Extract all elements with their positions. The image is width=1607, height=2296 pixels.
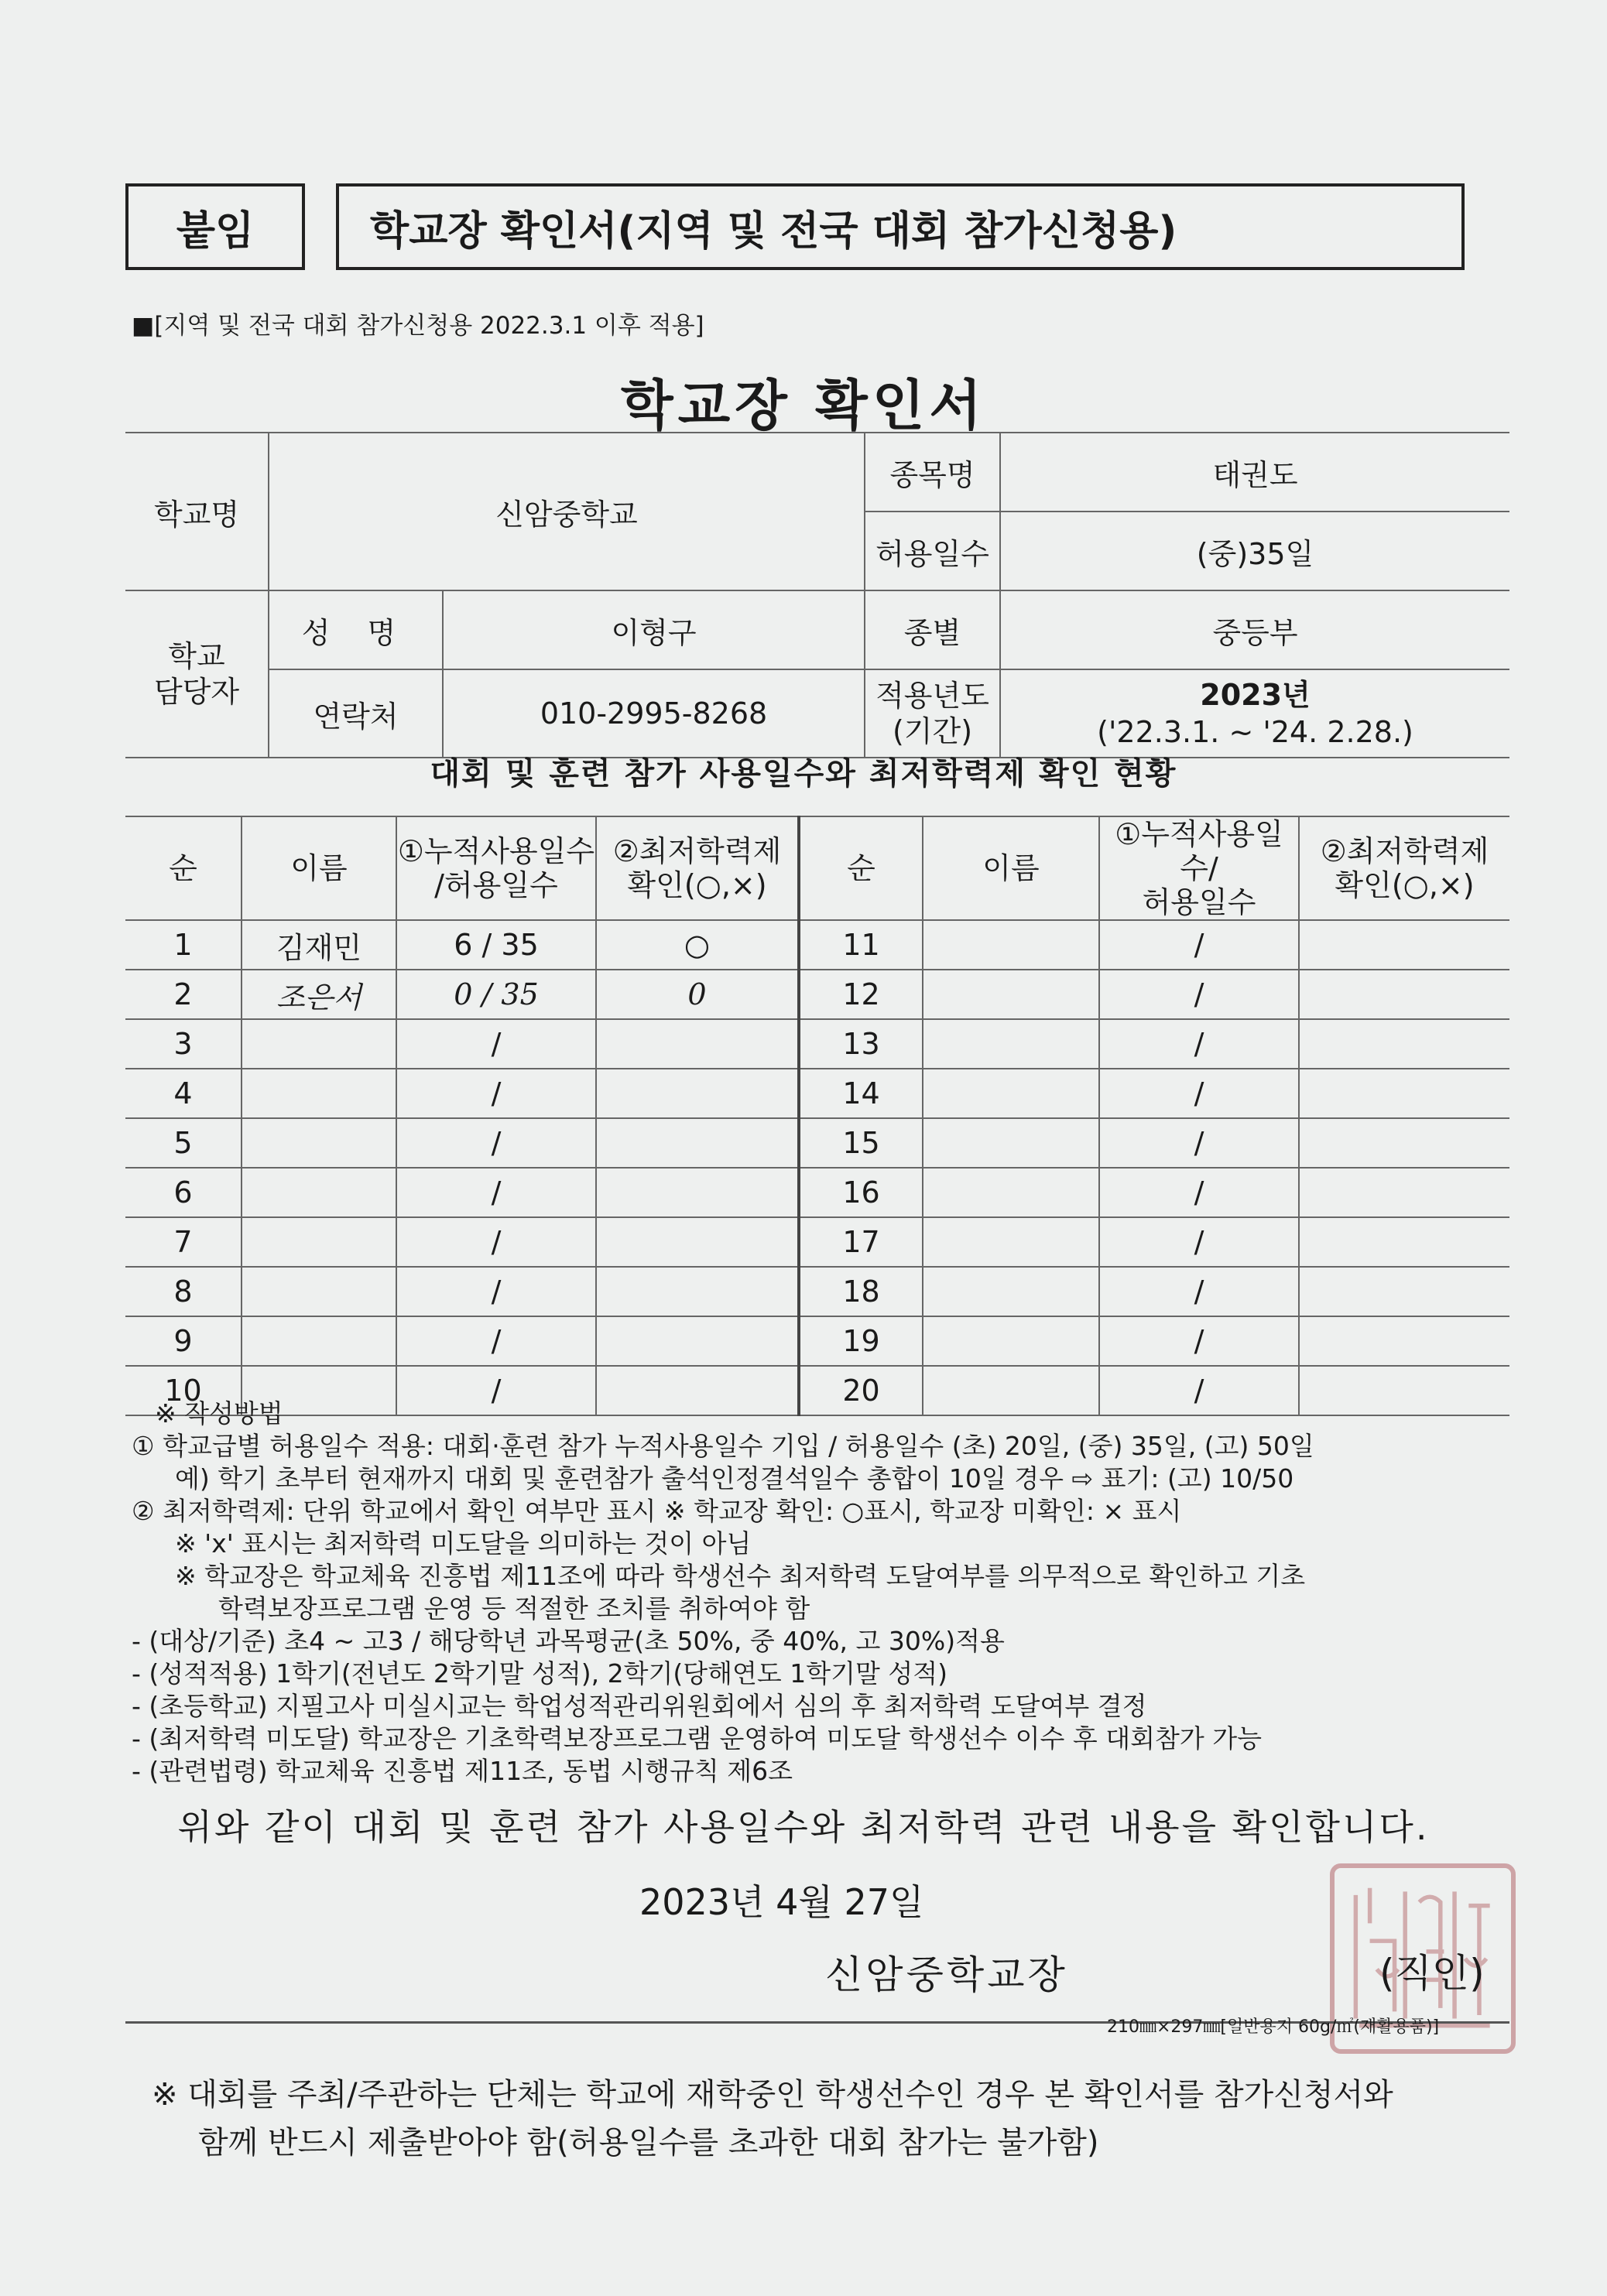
roster-cell-name [923,970,1099,1019]
roster-cell-name [923,920,1099,970]
roster-cell-name [242,1069,396,1118]
applicability-note: ■[지역 및 전국 대회 참가신청용 2022.3.1 이후 적용] [132,312,704,340]
roster-cell-name [242,1267,396,1316]
roster-header: 순 [799,816,923,920]
roster-cell-check: 0 [596,970,799,1019]
instruction-line: - (초등학교) 지필고사 미실시교는 학업성적관리위원회에서 심의 후 최저학력 도달여부 결정 [132,1691,1147,1721]
instruction-line: 학력보장프로그램 운영 등 적절한 조치를 취하여야 함 [218,1593,810,1624]
roster-cell-no: 1 [125,920,242,970]
roster-cell-check [1299,1069,1509,1118]
instruction-line: - (최저학력 미도달) 학교장은 기초학력보장프로그램 운영하여 미도달 학생선수 이수 후 대회참가 가능 [132,1723,1263,1754]
table-row [125,1217,1509,1267]
roster-cell-check [1299,970,1509,1019]
roster-cell-days: / [396,1316,596,1366]
roster-cell-days: / [1099,1217,1299,1267]
roster-cell-check [1299,1217,1509,1267]
roster-cell-name [923,1168,1099,1217]
roster-cell-check [596,1019,799,1069]
roster-cell-check: ○ [596,920,799,970]
section-title: 대회 및 훈련 참가 사용일수와 최저학력제 확인 현황 [430,756,1177,792]
sport-label: 종목명 [865,433,1000,512]
roster-cell-name [923,1217,1099,1267]
roster-cell-name [923,1019,1099,1069]
roster-cell-no: 11 [799,920,923,970]
attachment-tag: 붙임 [125,183,305,270]
school-value: 신암중학교 [269,433,865,590]
roster-header: ①누적사용일수/ 허용일수 [1099,816,1299,920]
school-label: 학교명 [125,433,269,590]
roster-cell-name [242,1316,396,1366]
roster-cell-days: / [396,1217,596,1267]
roster-cell-days: / [1099,1316,1299,1366]
roster-cell-check [596,1069,799,1118]
roster-cell-check [1299,1118,1509,1168]
roster-cell-no: 10 [125,1366,242,1415]
allowed-value: (중)35일 [1000,512,1509,590]
roster-cell-name [923,1267,1099,1316]
roster-cell-check [1299,1267,1509,1316]
roster-cell-no: 20 [799,1366,923,1415]
instruction-line: - (관련법령) 학교체육 진흥법 제11조, 동법 시행규칙 제6조 [132,1756,793,1786]
roster-cell-check [596,1267,799,1316]
roster-cell-name [923,1069,1099,1118]
instruction-line: 예) 학기 초부터 현재까지 대회 및 훈련참가 출석인정결석일수 총합이 10일 경우 ⇨ 표기: (고) 10/50 [175,1463,1294,1494]
roster-table [125,816,1509,1416]
roster-cell-no: 13 [799,1019,923,1069]
seal-label: (직인) [1379,1951,1485,1996]
roster-cell-check [1299,1019,1509,1069]
paper-spec: 210㎜×297㎜[일반용지 60g/㎡(재활용품)] [1107,2017,1440,2037]
principal-title: 신암중학교장 [825,1952,1068,1997]
instructions-heading: ※ 작성방법 [155,1398,283,1429]
sport-value: 태권도 [1000,433,1509,512]
roster-cell-check [596,1316,799,1366]
division-value: 중등부 [1000,590,1509,669]
manager-label: 학교 담당자 [125,590,269,758]
issue-date: 2023년 4월 27일 [639,1881,924,1923]
name-label: 성 명 [269,590,443,669]
year-value: 2023년 [1200,678,1311,712]
roster-cell-check [596,1118,799,1168]
table-row [125,970,1509,1019]
table-row [125,1069,1509,1118]
roster-cell-no: 16 [799,1168,923,1217]
info-table [125,432,1509,758]
roster-cell-no: 19 [799,1316,923,1366]
roster-cell-no: 2 [125,970,242,1019]
table-row [125,1019,1509,1069]
document-title: 학교장 확인서 [620,374,987,437]
roster-header: ②최저학력제 확인(○,×) [1299,816,1509,920]
table-row [125,1168,1509,1217]
instruction-line: - (대상/기준) 초4 ~ 고3 / 해당학년 과목평균(초 50%, 중 40%, 고 30%)적용 [132,1626,1005,1656]
roster-cell-check [1299,1168,1509,1217]
roster-cell-no: 7 [125,1217,242,1267]
roster-cell-name [242,1019,396,1069]
roster-cell-days: / [396,1267,596,1316]
period-value: ('22.3.1. ~ '24. 2.28.) [1097,715,1413,749]
instructions [132,1398,1525,1788]
roster-cell-no: 17 [799,1217,923,1267]
roster-cell-no: 12 [799,970,923,1019]
footnote-line: 함께 반드시 제출받아야 함(허용일수를 초과한 대회 참가는 불가함) [198,2125,1099,2161]
roster-cell-days: / [1099,1118,1299,1168]
roster-cell-no: 18 [799,1267,923,1316]
roster-cell-no: 14 [799,1069,923,1118]
roster-cell-check [596,1217,799,1267]
contact-label: 연락처 [269,669,443,758]
roster-cell-days: / [396,1019,596,1069]
roster-cell-name [242,1168,396,1217]
instruction-line: ② 최저학력제: 단위 학교에서 확인 여부만 표시 ※ 학교장 확인: ○표시, 학교장 미확인: × 표시 [132,1496,1182,1526]
roster-header: ②최저학력제 확인(○,×) [596,816,799,920]
roster-cell-days: / [396,1069,596,1118]
instruction-line: ※ 'x' 표시는 최저학력 미도달을 의미하는 것이 아님 [175,1528,752,1559]
table-row [125,1118,1509,1168]
roster-cell-days: 6 / 35 [396,920,596,970]
roster-cell-days: / [1099,1168,1299,1217]
roster-cell-no: 6 [125,1168,242,1217]
year-cell [1000,669,1509,758]
roster-cell-days: / [396,1118,596,1168]
name-value: 이형구 [443,590,865,669]
roster-cell-name [923,1316,1099,1366]
division-label: 종별 [865,590,1000,669]
roster-cell-no: 15 [799,1118,923,1168]
roster-cell-no: 8 [125,1267,242,1316]
table-row [125,920,1509,970]
table-row [125,1316,1509,1366]
roster-cell-name: 조은서 [242,970,396,1019]
roster-cell-no: 5 [125,1118,242,1168]
instruction-line: ※ 학교장은 학교체육 진흥법 제11조에 따라 학생선수 최저학력 도달여부를 의무적으로 확인하고 기초 [175,1561,1306,1591]
roster-cell-days: / [1099,1366,1299,1415]
roster-header: 순 [125,816,242,920]
roster-cell-days: / [1099,920,1299,970]
roster-cell-name [242,1118,396,1168]
instruction-line: - (성적적용) 1학기(전년도 2학기말 성적), 2학기(당해연도 1학기말 성적) [132,1658,948,1689]
footnote-line: ※ 대회를 주최/주관하는 단체는 학교에 재학중인 학생선수인 경우 본 확인서를 참가신청서와 [152,2077,1393,2113]
roster-cell-days: / [1099,970,1299,1019]
roster-cell-name [242,1217,396,1267]
roster-cell-days: / [396,1168,596,1217]
instruction-line: ① 학교급별 허용일수 적용: 대회·훈련 참가 누적사용일수 기입 / 허용일수 (초) 20일, (중) 35일, (고) 50일 [132,1431,1314,1461]
roster-cell-name: 김재민 [242,920,396,970]
roster-cell-no: 4 [125,1069,242,1118]
roster-cell-days: / [1099,1019,1299,1069]
roster-cell-days: / [396,1366,596,1415]
roster-header: 이름 [242,816,396,920]
roster-cell-days: / [1099,1267,1299,1316]
roster-cell-days: 0 / 35 [396,970,596,1019]
footnote [152,2071,1393,2167]
confirmation-statement: 위와 같이 대회 및 훈련 참가 사용일수와 최저학력 관련 내용을 확인합니다. [177,1806,1430,1848]
roster-header: ①누적사용일수 /허용일수 [396,816,596,920]
year-label: 적용년도 (기간) [865,669,1000,758]
roster-cell-check [1299,1316,1509,1366]
roster-cell-no: 9 [125,1316,242,1366]
roster-cell-no: 3 [125,1019,242,1069]
table-row [125,1267,1509,1316]
roster-header: 이름 [923,816,1099,920]
allowed-label: 허용일수 [865,512,1000,590]
document-heading: 학교장 확인서(지역 및 전국 대회 참가신청용) [336,183,1465,270]
contact-value: 010-2995-8268 [443,669,865,758]
roster-cell-days: / [1099,1069,1299,1118]
roster-cell-check [596,1168,799,1217]
roster-cell-name [923,1118,1099,1168]
roster-cell-check [1299,920,1509,970]
